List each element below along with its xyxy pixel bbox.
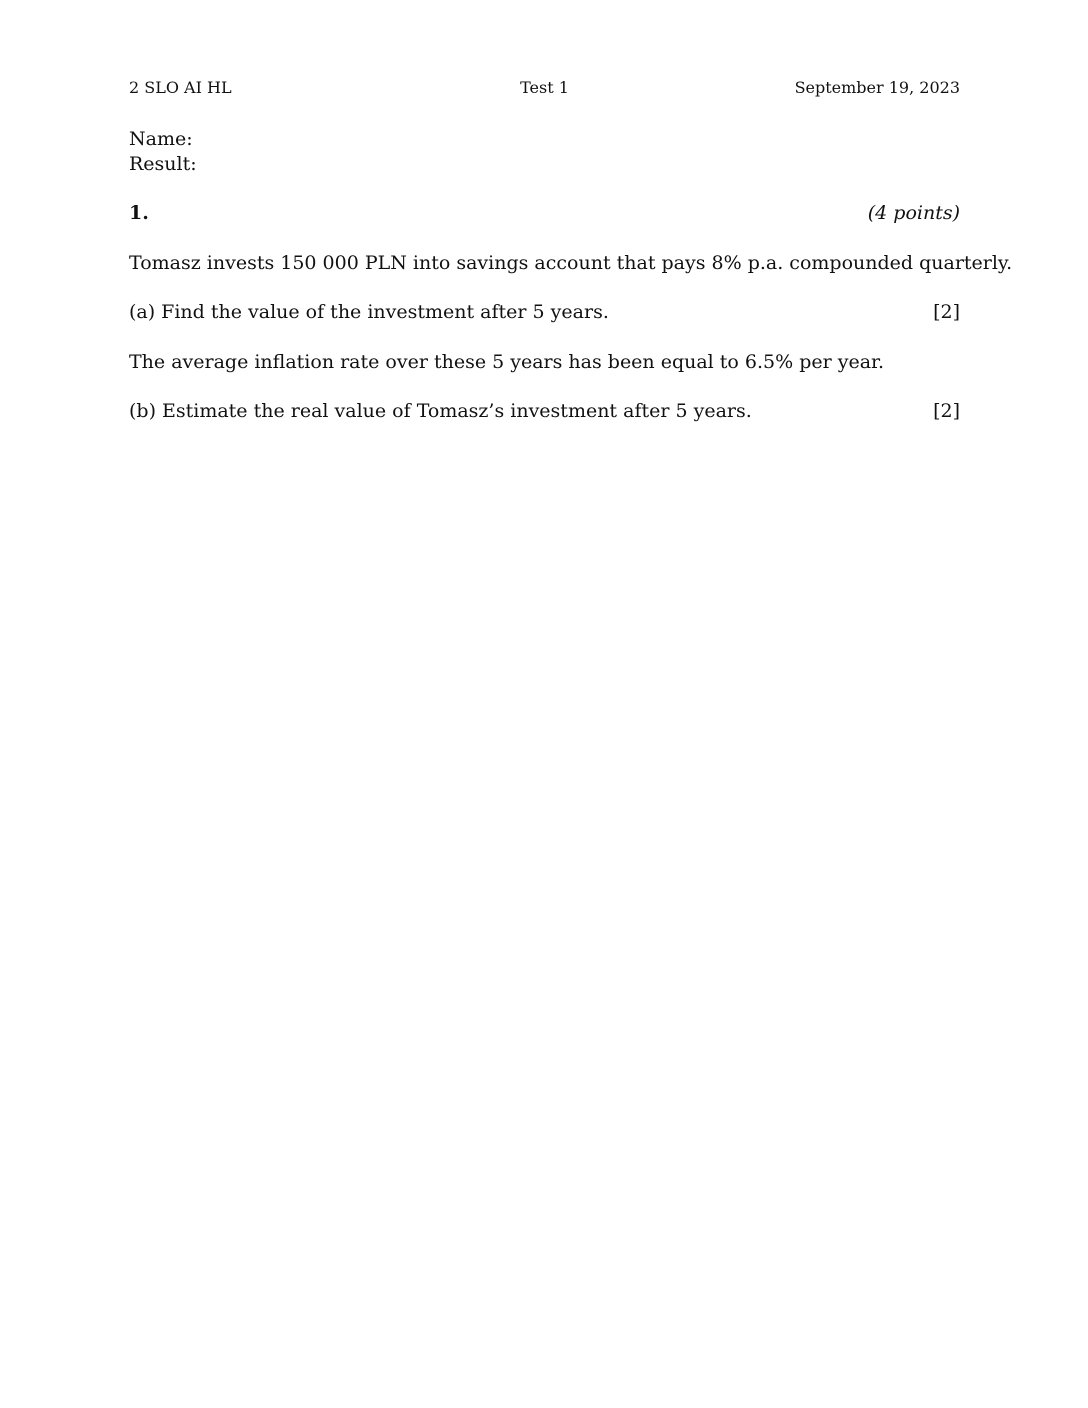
part-a-marks: [2]: [933, 301, 960, 323]
part-b-label: (b): [129, 400, 156, 422]
part-b-text: Estimate the real value of Tomasz’s investment after 5 years.: [162, 400, 752, 422]
question-number: 1.: [129, 202, 149, 224]
name-label: Name:: [129, 128, 193, 150]
result-label: Result:: [129, 153, 197, 175]
test-date: September 19, 2023: [794, 78, 960, 97]
question-points: (4 points): [867, 202, 960, 224]
part-b-marks: [2]: [933, 400, 960, 422]
test-title: Test 1: [520, 78, 569, 97]
page-header: [129, 78, 960, 100]
question-intro: Tomasz invests 150 000 PLN into savings account that pays 8% p.a. compounded quarterly.: [129, 252, 1013, 274]
part-a-label: (a): [129, 301, 156, 323]
part-a-text: Find the value of the investment after 5 years.: [161, 301, 609, 323]
question-heading: [129, 202, 960, 228]
class-code: 2 SLO AI HL: [129, 78, 232, 97]
question-part-a: [129, 301, 960, 323]
question-part-b: [129, 400, 960, 422]
inflation-statement: The average inflation rate over these 5 years has been equal to 6.5% per year.: [129, 351, 885, 373]
